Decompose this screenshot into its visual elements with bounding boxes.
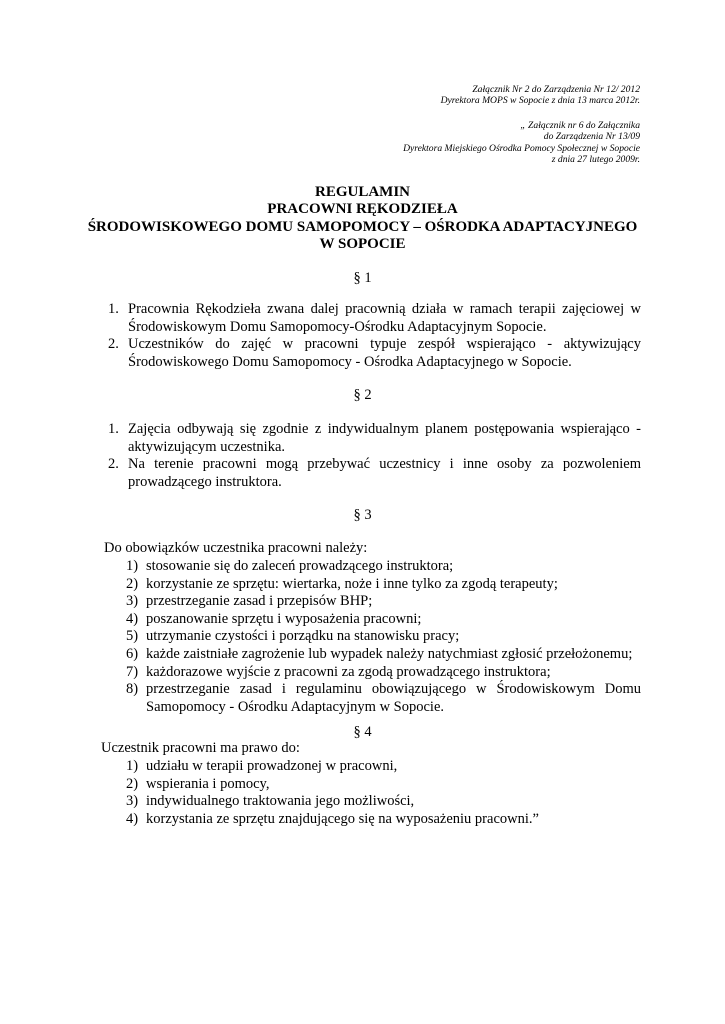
item-text: przestrzeganie zasad i regulaminu obowiązującego w Środowiskowym Domu Samopomocy - Ośrodku Adaptacyjnym w Sopocie.	[146, 681, 641, 715]
item-text: poszanowanie sprzętu i wyposażenia pracowni;	[146, 610, 422, 627]
section-mark-2: § 2	[353, 387, 372, 403]
list-item	[126, 793, 641, 811]
item-text: stosowanie się do zaleceń prowadzącego instruktora;	[146, 558, 454, 574]
annex-note-top	[441, 84, 640, 107]
section-mark-3: § 3	[353, 507, 372, 523]
title-line: ŚRODOWISKOWEGO DOMU SAMOPOMOCY – OŚRODKA ADAPTACYJNEGO	[87, 218, 638, 235]
item-number: 4)	[126, 610, 139, 627]
item-text: korzystanie ze sprzętu: wiertarka, noże i inne tylko za zgodą terapeuty;	[146, 575, 558, 592]
list-item	[126, 664, 641, 682]
item-text: utrzymanie czystości i porządku na stanowisku pracy;	[146, 628, 460, 645]
item-number: 8)	[126, 681, 139, 698]
list-item	[126, 776, 641, 794]
item-number: 5)	[126, 628, 139, 645]
item-number: 2)	[126, 575, 139, 592]
section-4-list	[126, 758, 641, 828]
item-number: 1)	[126, 758, 139, 774]
list-item	[96, 456, 641, 491]
item-number: 4)	[126, 810, 139, 827]
list-item	[126, 758, 641, 776]
section-3-list	[126, 558, 641, 716]
item-number: 2)	[126, 775, 139, 792]
section-3-intro: Do obowiązków uczestnika pracowni należy:	[104, 540, 368, 556]
list-item	[126, 558, 641, 576]
item-text: korzystania ze sprzętu znajdującego się na wyposażeniu pracowni.”	[146, 810, 539, 827]
annex-note-line: „ Załącznik nr 6 do Załącznika	[520, 120, 640, 131]
list-item	[126, 811, 641, 829]
list-item	[126, 576, 641, 594]
annex-note-line: Dyrektora MOPS w Sopocie z dnia 13 marca 2012r.	[440, 95, 640, 107]
item-text: udziału w terapii prowadzonej w pracowni,	[146, 758, 398, 774]
list-item	[96, 421, 641, 456]
item-number: 6)	[126, 645, 139, 662]
list-item	[96, 301, 641, 336]
section-mark-1: § 1	[353, 270, 372, 286]
section-2-list	[96, 421, 641, 491]
annex-note-line: Załącznik Nr 2 do Zarządzenia Nr 12/ 2012	[472, 84, 640, 95]
item-text: przestrzeganie zasad i przepisów BHP;	[146, 593, 373, 610]
list-item	[126, 646, 641, 664]
item-text: Uczestników do zajęć w pracowni typuje zespół wspierająco - aktywizujący Środowiskowego Domu Samopomocy - Ośrodka Adaptacyjnego w Sopocie.	[128, 336, 641, 370]
list-item	[126, 681, 641, 716]
annex-note-line: Dyrektora Miejskiego Ośrodka Pomocy Społecznej w Sopocie	[403, 142, 640, 154]
item-number: 1)	[126, 558, 139, 574]
section-mark-4: § 4	[353, 724, 372, 740]
section-4-intro: Uczestnik pracowni ma prawo do:	[101, 740, 300, 756]
document-title	[0, 184, 725, 254]
item-number: 2.	[108, 336, 119, 353]
title-line: W SOPOCIE	[319, 236, 406, 253]
item-number: 7)	[126, 663, 139, 680]
item-number: 1.	[108, 421, 119, 437]
title-line: PRACOWNI RĘKODZIEŁA	[267, 201, 458, 218]
item-text: każdorazowe wyjście z pracowni za zgodą prowadzącego instruktora;	[146, 663, 551, 680]
item-number: 2.	[108, 456, 119, 473]
list-item	[96, 336, 641, 371]
item-number: 3)	[126, 793, 139, 810]
item-text: Zajęcia odbywają się zgodnie z indywidualnym planem postępowania wspierająco - aktywizującym uczestnika.	[128, 421, 641, 455]
item-number: 1.	[108, 301, 119, 317]
annex-note-line: do Zarządzenia Nr 13/09	[543, 131, 640, 143]
list-item	[126, 593, 641, 611]
list-item	[126, 611, 641, 629]
list-item	[126, 628, 641, 646]
annex-note-line: z dnia 27 lutego 2009r.	[551, 154, 640, 166]
annex-note-bottom	[403, 120, 640, 166]
item-text: Na terenie pracowni mogą przebywać uczestnicy i inne osoby za pozwoleniem prowadzącego instruktora.	[128, 456, 641, 490]
title-line: REGULAMIN	[314, 184, 410, 200]
item-text: Pracownia Rękodzieła zwana dalej pracownią działa w ramach terapii zajęciowej w Środowiskowym Domu Samopomocy-Ośrodku Adaptacyjnym Sopocie.	[128, 301, 641, 335]
item-number: 3)	[126, 593, 139, 610]
item-text: każde zaistniałe zagrożenie lub wypadek należy natychmiast zgłosić przełożonemu;	[146, 645, 633, 662]
item-text: wspierania i pomocy,	[146, 775, 270, 792]
section-1-list	[96, 301, 641, 371]
item-text: indywidualnego traktowania jego możliwości,	[146, 793, 415, 810]
